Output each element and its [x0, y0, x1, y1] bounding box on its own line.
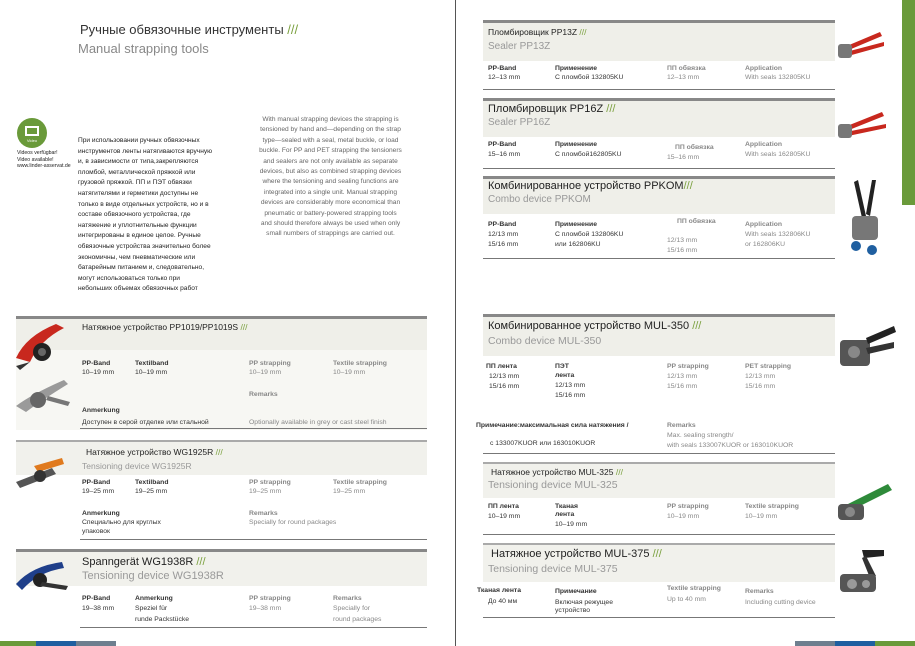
wg1938-value-pp: 19–38 mm — [249, 605, 282, 612]
mul350-value-2b: 15/16 mm — [555, 392, 586, 399]
pp16z-value-3: 15–16 mm — [667, 154, 700, 161]
ppkom-title-ru: Комбинированное устройство PPKOM/// — [488, 180, 693, 192]
wg1938-title-en: Tensioning device WG1938R — [82, 570, 224, 582]
mul350-label-2: ПЭТ — [555, 363, 569, 370]
mul350-value-3b: 15/16 mm — [667, 383, 698, 390]
pp1019-value-pp: 10–19 mm — [249, 369, 282, 376]
pp16z-value-2: С пломбой162805KU — [555, 151, 622, 158]
mul375-title-ru: Натяжное устройство MUL-375 /// — [491, 548, 662, 560]
wg1925-rule — [80, 539, 427, 540]
mul325-label-3: PP strapping — [667, 503, 709, 510]
ppkom-value-3a: 12/13 mm — [667, 237, 698, 244]
mul350-title-en: Combo device MUL-350 — [488, 335, 602, 347]
mul325-label-2: Тканая — [555, 503, 578, 510]
mul325-title-ru: Натяжное устройство MUL-325 /// — [491, 467, 623, 477]
mul350-label-4: PET strapping — [745, 363, 792, 370]
video-icon[interactable]: Video — [17, 118, 47, 148]
pp16z-label-1: PP-Band — [488, 141, 517, 148]
ppkom-value-1b: 15/16 mm — [488, 241, 519, 248]
pp13z-value-1: 12–13 mm — [488, 74, 521, 81]
mul375-rule — [483, 617, 835, 618]
mul350-value-3a: 12/13 mm — [667, 373, 698, 380]
wg1925-value-pp: 19–25 mm — [249, 488, 282, 495]
mul375-label-1: Тканая лента — [477, 587, 522, 594]
mul350-value-1a: 12/13 mm — [489, 373, 520, 380]
footer-bar-blue-right — [835, 641, 875, 646]
wg1925-label-ppband: PP-Band — [82, 479, 111, 486]
mul350-label-1: ПП лента — [486, 363, 517, 370]
pp13z-value-2: С пломбой 132805KU — [555, 74, 624, 81]
wg1938-label-ppband: PP-Band — [82, 595, 111, 602]
pp16z-title-ru: Пломбировщик PP16Z /// — [488, 103, 616, 115]
wg1925-label-anmerkung: Anmerkung — [82, 510, 120, 517]
mul350-label-2b: лента — [555, 372, 575, 379]
mul375-value-4: Including cutting device — [745, 599, 816, 606]
wg1938-value-anmerkung-2: runde Packstücke — [135, 616, 190, 623]
page-title-en: Manual strapping tools — [78, 41, 209, 56]
mul325-label-2b: лента — [555, 511, 575, 518]
footer-bar-green-right — [875, 641, 915, 646]
intro-text-ru: При использовании ручных обвязочных инструментов ленты натягиваются вручную и, в зависимости от типа,закрепляются пломбой, металлической пряжкой или грузовой пряжкой. ПП и ПЭТ обвязки натягителями и герметики доступны не только в виде отдельных устройств, но и в составе обвязочного устройства, где натяжение и уплотнительные функции интегрированы в единое целое. Ручные обвязочные устройства значительно более экономичны, чем пневматические или батарейным питанием и, следовательно, могут использоваться только при небольших объемах обвязочных работ — [78, 137, 213, 293]
wg1938-value-remarks-2: round packages — [333, 616, 382, 623]
wg1925-value-anmerkung-2: упаковок — [82, 528, 110, 535]
pp1019-rule — [80, 428, 427, 429]
mul375-value-2b: устройство — [555, 607, 591, 614]
ppkom-value-3b: 15/16 mm — [667, 247, 698, 254]
intro-text-en: With manual strapping devices the strapping is tensioned by hand and—depending on the strap type—sealed with a seal, metal buckle, or load buckle. For PP and PET strapping the tensioners and sealers are not only available as separate devices, but also as combined strapping devices where the tensioning and sealing functions are integrated into a single unit. Manual strapping devices are considerably more economical than pneumatic or battery-powered strapping tools and should therefore always be used when only small numbers of strappings are carried out. — [259, 116, 402, 238]
wg1938-rule — [80, 627, 427, 628]
ppkom-value-2a: С пломбой 132806KU — [555, 231, 624, 238]
footer-bar-grey-right — [795, 641, 835, 646]
mul350-rule — [483, 453, 835, 454]
mul325-tool-image — [836, 476, 900, 524]
pp16z-value-1: 15–16 mm — [488, 151, 521, 158]
wg1938-label-anmerkung: Anmerkung — [135, 595, 173, 602]
pp13z-label-4: Application — [745, 65, 783, 72]
mul350-note-label: Примечание:максимальная сила натяжения / — [476, 422, 629, 429]
wg1938-value-anmerkung-1: Speziel für — [135, 605, 168, 612]
pp1019-label-textil: Textilband — [135, 360, 169, 367]
mul325-title-en: Tensioning device MUL-325 — [488, 479, 618, 491]
mul325-value-4: 10–19 mm — [745, 513, 778, 520]
wg1938-value-remarks-1: Specially for — [333, 605, 371, 612]
wg1938-label-remarks: Remarks — [333, 595, 362, 602]
wg1925-value-textil: 19–25 mm — [135, 488, 168, 495]
page-spine — [455, 0, 456, 646]
ppkom-label-3: ПП обвязка — [677, 218, 716, 225]
mul350-remarks-2: with seals 133007KUOR or 163010KUOR — [667, 442, 794, 449]
wg1925-value-textile: 19–25 mm — [333, 488, 366, 495]
pp16z-label-4: Application — [745, 141, 783, 148]
mul375-value-3: Up to 40 mm — [667, 596, 706, 603]
pp13z-title-ru: Пломбировщик PP13Z /// — [488, 27, 587, 37]
ppkom-tool-image — [836, 176, 900, 262]
mul350-tool-image — [836, 318, 900, 378]
pp16z-tool-image — [836, 104, 900, 144]
mul325-label-1: ПП лента — [488, 503, 519, 510]
wg1938-tool-image — [12, 556, 74, 596]
mul325-value-2: 10–19 mm — [555, 521, 588, 528]
ppkom-value-4a: With seals 132806KU — [745, 231, 811, 238]
mul325-rule — [483, 534, 835, 535]
pp16z-label-3: ПП обвязка — [675, 144, 714, 151]
footer-bar-green — [0, 641, 36, 646]
mul375-value-1: До 40 мм — [488, 598, 518, 605]
pp16z-rule — [483, 168, 835, 169]
mul375-tool-image — [836, 546, 900, 598]
wg1925-label-pp: PP strapping — [249, 479, 291, 486]
pp1019-value-ppband: 10–19 mm — [82, 369, 115, 376]
mul350-remarks-1: Max. sealing strength/ — [667, 432, 734, 439]
wg1925-header-panel — [16, 440, 427, 475]
pp1019-value-textil: 10–19 mm — [135, 369, 168, 376]
mul375-label-4: Remarks — [745, 588, 774, 595]
wg1925-title-ru: Натяжное устройство WG1925R /// — [86, 447, 223, 457]
pp13z-label-1: PP-Band — [488, 65, 517, 72]
ppkom-label-4: Application — [745, 221, 783, 228]
wg1925-value-ppband: 19–25 mm — [82, 488, 115, 495]
ppkom-title-en: Combo device PPKOM — [488, 194, 591, 205]
side-accent-bar — [902, 0, 915, 205]
footer-bar-grey — [76, 641, 116, 646]
wg1938-value-ppband: 19–38 mm — [82, 605, 115, 612]
wg1938-title-de: Spanngerät WG1938R /// — [82, 556, 206, 568]
pp13z-value-3: 12–13 mm — [667, 74, 700, 81]
pp1019-value-anmerkung: Доступен в серой отделке или стальной — [82, 419, 209, 426]
pp1019-value-remarks: Optionally available in grey or cast steel finish — [249, 419, 387, 426]
mul325-value-3: 10–19 mm — [667, 513, 700, 520]
pp13z-label-2: Применение — [555, 65, 597, 72]
pp13z-rule — [483, 89, 835, 90]
pp1019-title: Натяжное устройство PP1019/PP1019S /// — [82, 322, 248, 332]
ppkom-value-1a: 12/13 mm — [488, 231, 519, 238]
mul350-value-4b: 15/16 mm — [745, 383, 776, 390]
pp1019-label-ppband: PP-Band — [82, 360, 111, 367]
mul350-label-remarks: Remarks — [667, 422, 696, 429]
pp1019-value-textile: 10–19 mm — [333, 369, 366, 376]
wg1925-value-anmerkung-1: Специально для круглых — [82, 519, 161, 526]
pp16z-value-4: With seals 162805KU — [745, 151, 811, 158]
mul350-note-value: с 133007KUOR или 163010KUOR — [490, 440, 596, 447]
wg1925-label-remarks: Remarks — [249, 510, 278, 517]
pp13z-title-en: Sealer PP13Z — [488, 41, 551, 52]
mul325-value-1: 10–19 mm — [488, 513, 521, 520]
video-note: Videos verfügbar! Video available! www.linder-asservat.de — [17, 150, 71, 170]
mul325-label-4: Textile strapping — [745, 503, 799, 510]
mul375-value-2a: Включая режущее — [555, 599, 613, 606]
ppkom-label-2: Применение — [555, 221, 597, 228]
pp1019-label-anmerkung: Anmerkung — [82, 407, 120, 414]
pp1019-label-textile: Textile strapping — [333, 360, 387, 367]
wg1925-value-remarks: Specially for round packages — [249, 519, 337, 526]
mul375-label-3: Textile strapping — [667, 585, 721, 592]
wg1925-label-textil: Textilband — [135, 479, 169, 486]
pp16z-title-en: Sealer PP16Z — [488, 117, 551, 128]
pp1019-steel-tool-image — [12, 372, 74, 416]
pp16z-label-2: Применение — [555, 141, 597, 148]
mul375-label-2: Примечание — [555, 588, 597, 595]
ppkom-label-1: PP-Band — [488, 221, 517, 228]
wg1925-label-textile: Textile strapping — [333, 479, 387, 486]
mul375-title-en: Tensioning device MUL-375 — [488, 563, 618, 575]
wg1938-label-pp: PP strapping — [249, 595, 291, 602]
ppkom-value-4b: or 162806KU — [745, 241, 786, 248]
mul350-label-3: PP strapping — [667, 363, 709, 370]
mul350-title-ru: Комбинированное устройство MUL-350 /// — [488, 320, 702, 332]
mul350-value-1b: 15/16 mm — [489, 383, 520, 390]
pp1019-label-remarks: Remarks — [249, 391, 278, 398]
ppkom-value-2b: или 162806KU — [555, 241, 601, 248]
pp1019-red-tool-image — [12, 318, 74, 372]
pp13z-value-4: With seals 132805KU — [745, 74, 811, 81]
wg1925-tool-image — [12, 452, 74, 492]
pp13z-tool-image — [836, 24, 900, 64]
wg1925-title-en: Tensioning device WG1925R — [82, 461, 192, 471]
pp13z-label-3: ПП обвязка — [667, 65, 706, 72]
footer-bar-blue — [36, 641, 76, 646]
pp1019-label-pp: PP strapping — [249, 360, 291, 367]
mul350-value-4a: 12/13 mm — [745, 373, 776, 380]
page-title-ru: Ручные обвязочные инструменты /// — [80, 22, 299, 37]
ppkom-rule — [483, 258, 835, 259]
mul350-value-2a: 12/13 mm — [555, 382, 586, 389]
